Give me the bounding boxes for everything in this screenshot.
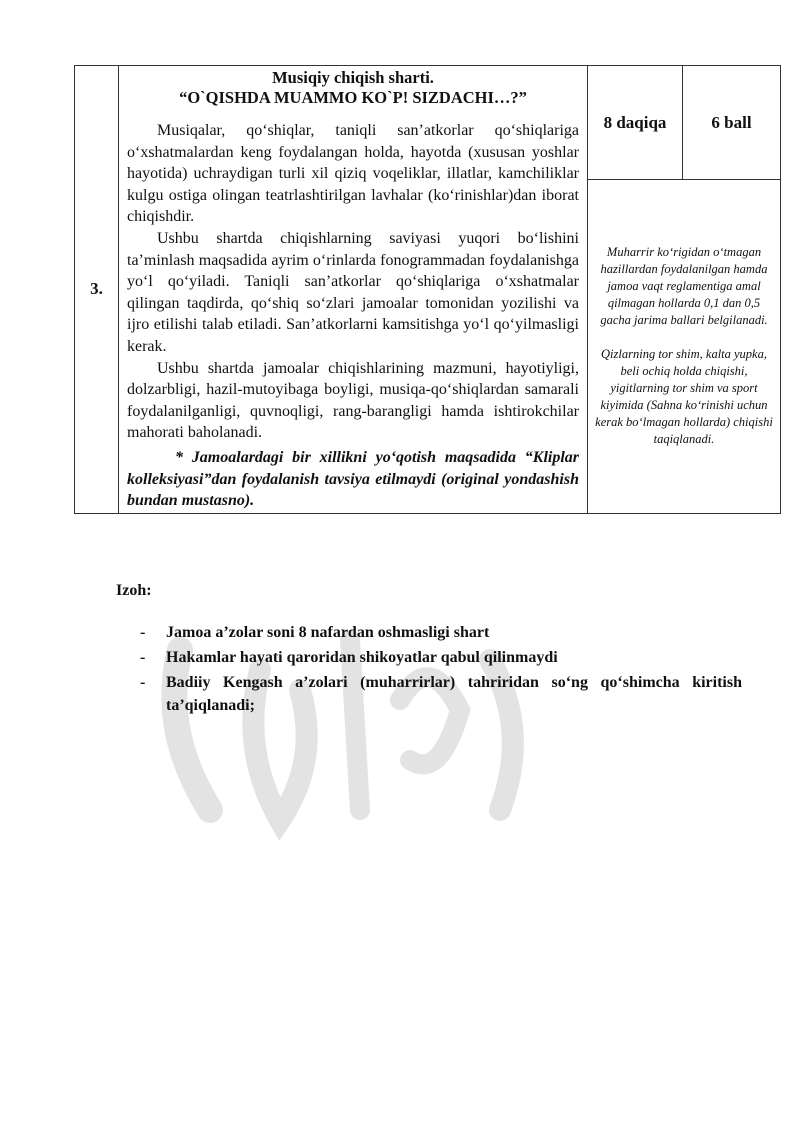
list-bullet: - [140, 649, 146, 666]
remark-dress-code: Qizlarning tor shim, kalta yupka, beli ochiq holda chiqishi, yigitlarning tor shim va sport kiyimida (Sahna ko‘rinishi uchun kerak bo‘lmagan hollarda) chiqishi taqiqlanadi. [595, 347, 773, 447]
paragraph-1: Musiqalar, qo‘shiqlar, taniqli san’atkorlar qo‘shiqlariga o‘xshatmalardan keng foydalangan holda, hayotda (xususan yoshlar hayotida) uchraydigan turli xil qiziq voqeliklar, illatlar, kamchiliklar kulgu ostiga olingan teatrlashtirilgan lavhalar (ko‘rinishlar)dan iborat chiqishdir. [127, 122, 579, 226]
list-item [140, 671, 742, 717]
list-bullet: - [140, 674, 146, 691]
points-label: 6 ball [711, 112, 752, 132]
list-bullet: - [140, 624, 146, 641]
notes-heading: Izoh: [116, 582, 152, 599]
notes-list [140, 621, 742, 719]
condition-description [119, 66, 588, 514]
time-limit-label: 8 daqiqa [603, 112, 667, 132]
list-item-text: Badiiy Kengash a’zolari (muharrirlar) tahriridan so‘ng qo‘shimcha kiritish ta’qiqlanadi; [166, 674, 742, 714]
condition-subtitle: “O`QISHDA MUAMMO KO`P! SIZDACHI…?” [179, 88, 527, 107]
remarks-cell [588, 180, 781, 514]
condition-title: Musiqiy chiqish sharti. [272, 68, 434, 87]
paragraph-3: Ushbu shartda jamoalar chiqishlarining mazmuni, hayotiyligi, dolzarbligi, hazil-mutoyibaga boyligi, musiqa-qo‘shiqlardan samarali foydalanilganligi, quvnoqligi, rang-barangligi hamda ishtirokchilar mahorati baholanadi. [127, 359, 579, 442]
list-item [140, 646, 742, 669]
points-cell [683, 66, 781, 180]
list-item-text: Hakamlar hayati qaroridan shikoyatlar qabul qilinmaydi [166, 649, 558, 666]
contest-table [74, 65, 781, 514]
note-text: * Jamoalardagi bir xillikni yo‘qotish maqsadida “Kliplar kolleksiyasi”dan foydalanish tavsiya etilmaydi (original yondashish bundan mustasno). [127, 448, 579, 510]
list-item-text: Jamoa a’zolar soni 8 nafardan oshmasligi shart [166, 624, 490, 641]
row-number: 3. [75, 66, 119, 514]
time-limit [588, 66, 683, 180]
paragraph-2: Ushbu shartda chiqishlarning saviyasi yuqori bo‘lishini ta’minlash maqsadida ayrim o‘rinlarda fonogrammadan foydalanishga yo‘l qo‘yiladi. Taniqli san’atkorlar qo‘shiqlariga o‘xshatmalar qilingan taqdirda, qo‘shiq so‘zlari jamoalar tomonidan yozilishi va ijro etilishi talab etiladi. San’atkorlarni kamsitishga yo‘l qo‘yilmasligi kerak. [127, 229, 579, 355]
remark-penalty: Muharrir ko‘rigidan o‘tmagan hazillardan foydalanilgan hamda jamoa vaqt reglamentiga amal qilmagan hollarda 0,1 dan 0,5 gacha jarima ballari belgilanadi. [600, 245, 768, 328]
list-item [140, 621, 742, 644]
